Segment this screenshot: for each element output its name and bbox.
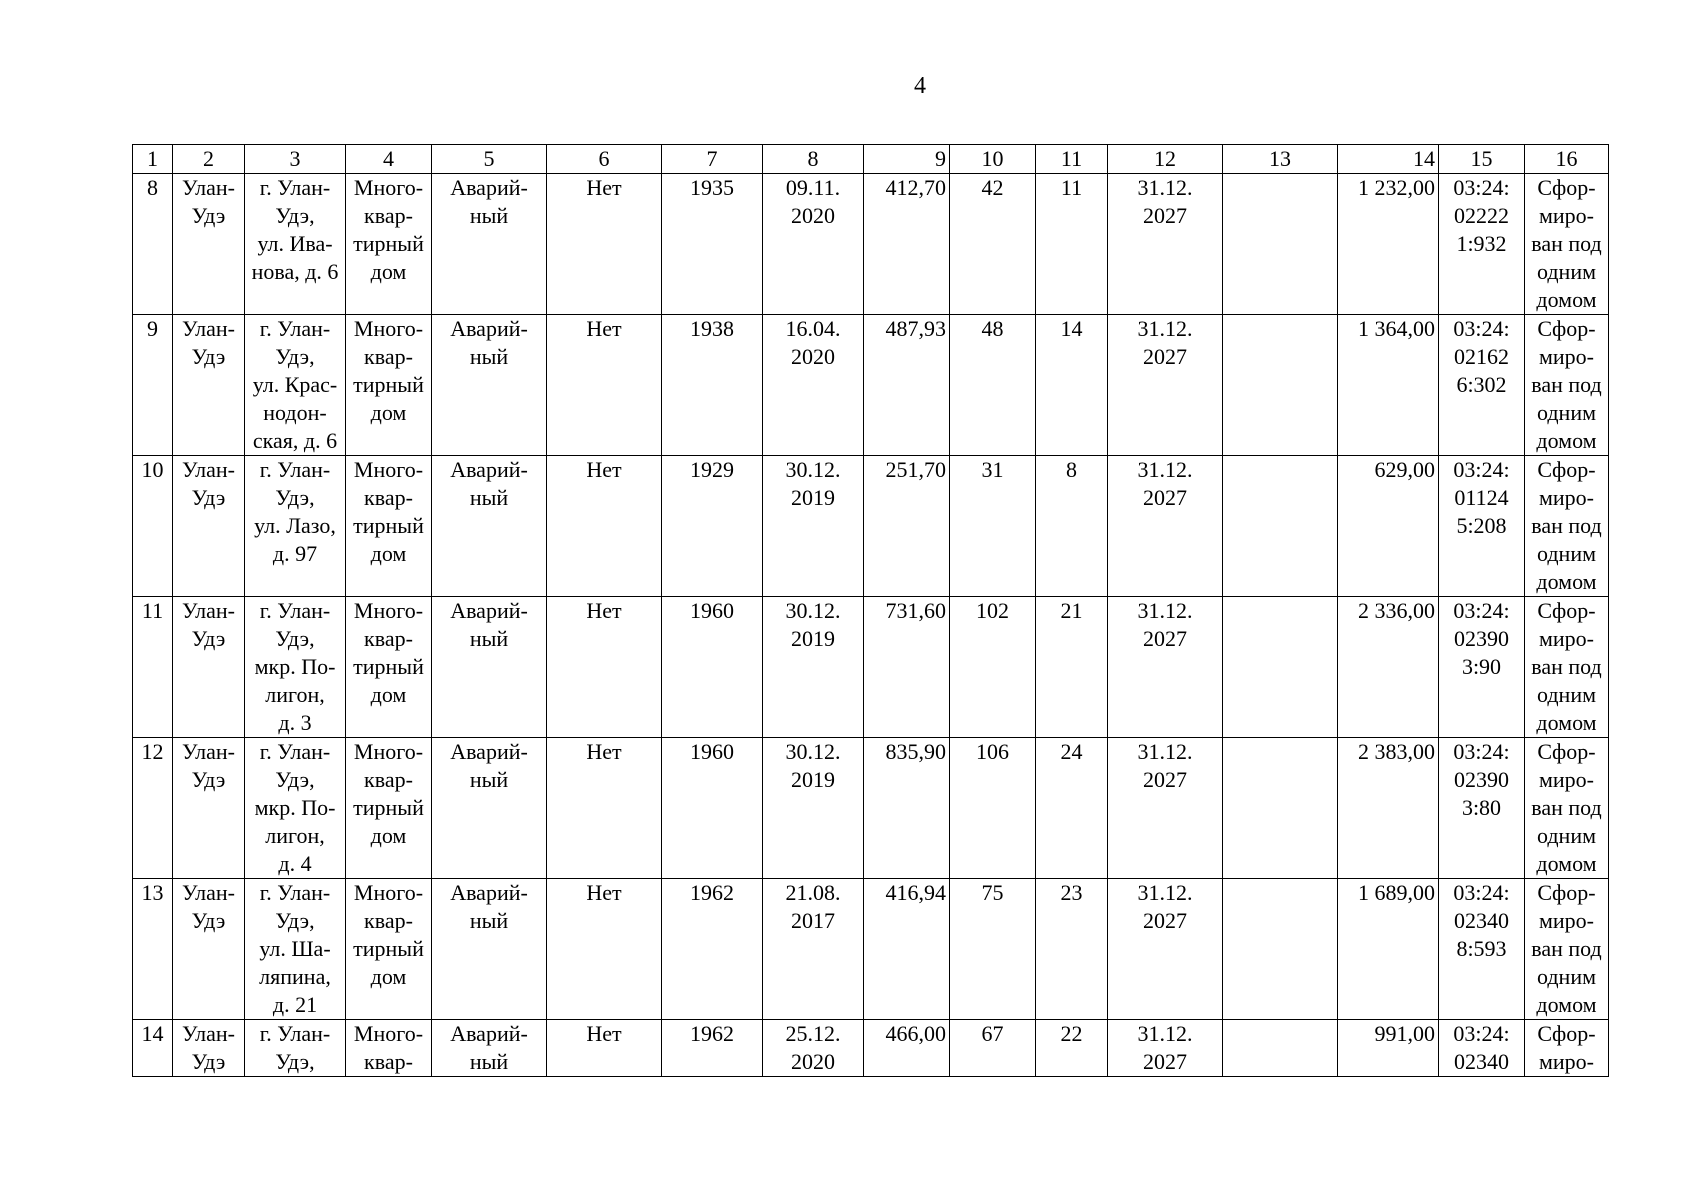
table-cell: 42: [950, 174, 1036, 315]
table-cell: 1960: [662, 738, 763, 879]
table-cell: Сфор- миро- ван под одним домом: [1525, 597, 1609, 738]
table-cell: 14: [133, 1020, 173, 1077]
table-cell: 416,94: [864, 879, 950, 1020]
table-cell: Нет: [547, 315, 662, 456]
table-cell: Много- квар- тирный дом: [346, 174, 432, 315]
table-cell: Аварий- ный: [432, 174, 547, 315]
column-number-14: 14: [1338, 145, 1439, 174]
table-cell: 67: [950, 1020, 1036, 1077]
table-cell: 487,93: [864, 315, 950, 456]
column-number-3: 3: [245, 145, 346, 174]
table-cell: Улан- Удэ: [173, 738, 245, 879]
table-cell: г. Улан- Удэ, ул. Ша- ляпина, д. 21: [245, 879, 346, 1020]
table-cell: г. Улан- Удэ, мкр. По- лигон, д. 4: [245, 738, 346, 879]
table-cell: [1223, 738, 1338, 879]
table-cell: 412,70: [864, 174, 950, 315]
table-cell: Много- квар-: [346, 1020, 432, 1077]
table-cell: 31: [950, 456, 1036, 597]
table-cell: 8: [133, 174, 173, 315]
table-cell: Сфор- миро- ван под одним домом: [1525, 738, 1609, 879]
table-body: [133, 145, 1609, 1077]
table-cell: 466,00: [864, 1020, 950, 1077]
table-row: [133, 1020, 1609, 1077]
table-cell: 22: [1036, 1020, 1108, 1077]
table-cell: 30.12. 2019: [763, 456, 864, 597]
table-cell: Улан- Удэ: [173, 315, 245, 456]
table-cell: 10: [133, 456, 173, 597]
table-cell: 1935: [662, 174, 763, 315]
page-number: 4: [914, 73, 926, 99]
table-header-row: [133, 145, 1609, 174]
table-cell: 8: [1036, 456, 1108, 597]
table-cell: 1962: [662, 1020, 763, 1077]
table-cell: [1223, 456, 1338, 597]
table-cell: Нет: [547, 174, 662, 315]
table-cell: Сфор- миро- ван под одним домом: [1525, 174, 1609, 315]
column-number-13: 13: [1223, 145, 1338, 174]
table-row: [133, 456, 1609, 597]
table-cell: [1223, 879, 1338, 1020]
table-cell: 991,00: [1338, 1020, 1439, 1077]
table-cell: 31.12. 2027: [1108, 315, 1223, 456]
table-cell: 1962: [662, 879, 763, 1020]
table-cell: [1223, 597, 1338, 738]
table-cell: 14: [1036, 315, 1108, 456]
table-cell: [1223, 315, 1338, 456]
table-cell: 102: [950, 597, 1036, 738]
table-cell: 1960: [662, 597, 763, 738]
table-cell: г. Улан- Удэ, ул. Крас- нодон- ская, д. 6: [245, 315, 346, 456]
table-cell: 835,90: [864, 738, 950, 879]
table-cell: 03:24: 02340: [1439, 1020, 1525, 1077]
table-cell: Аварий- ный: [432, 1020, 547, 1077]
table-cell: Много- квар- тирный дом: [346, 738, 432, 879]
column-number-9: 9: [864, 145, 950, 174]
table-cell: [1223, 174, 1338, 315]
table-cell: 24: [1036, 738, 1108, 879]
table-cell: Аварий- ный: [432, 738, 547, 879]
table-cell: 48: [950, 315, 1036, 456]
column-number-12: 12: [1108, 145, 1223, 174]
column-number-11: 11: [1036, 145, 1108, 174]
table-cell: 1 232,00: [1338, 174, 1439, 315]
table-cell: Аварий- ный: [432, 879, 547, 1020]
table-cell: Улан- Удэ: [173, 879, 245, 1020]
column-number-6: 6: [547, 145, 662, 174]
table-cell: 31.12. 2027: [1108, 597, 1223, 738]
table-cell: 03:24: 01124 5:208: [1439, 456, 1525, 597]
table-cell: 1929: [662, 456, 763, 597]
table-cell: Нет: [547, 456, 662, 597]
table-cell: 30.12. 2019: [763, 738, 864, 879]
table-cell: Много- квар- тирный дом: [346, 597, 432, 738]
table-cell: 03:24: 02390 3:90: [1439, 597, 1525, 738]
table-cell: 11: [1036, 174, 1108, 315]
table-cell: Сфор- миро- ван под одним домом: [1525, 879, 1609, 1020]
table-cell: Аварий- ный: [432, 597, 547, 738]
table-cell: Нет: [547, 1020, 662, 1077]
table-cell: г. Улан- Удэ, ул. Ива- нова, д. 6: [245, 174, 346, 315]
table-cell: 25.12. 2020: [763, 1020, 864, 1077]
table-cell: Много- квар- тирный дом: [346, 879, 432, 1020]
table-cell: 11: [133, 597, 173, 738]
table-cell: 09.11. 2020: [763, 174, 864, 315]
table-cell: 16.04. 2020: [763, 315, 864, 456]
table-row: [133, 315, 1609, 456]
column-number-16: 16: [1525, 145, 1609, 174]
column-number-2: 2: [173, 145, 245, 174]
table-cell: 2 383,00: [1338, 738, 1439, 879]
table-cell: 1 364,00: [1338, 315, 1439, 456]
table-cell: 23: [1036, 879, 1108, 1020]
table-cell: 31.12. 2027: [1108, 738, 1223, 879]
table-cell: Сфор- миро- ван под одним домом: [1525, 315, 1609, 456]
table-cell: 31.12. 2027: [1108, 1020, 1223, 1077]
table-cell: 03:24: 02162 6:302: [1439, 315, 1525, 456]
table-cell: Много- квар- тирный дом: [346, 315, 432, 456]
table-cell: Аварий- ный: [432, 315, 547, 456]
table-cell: 629,00: [1338, 456, 1439, 597]
table-cell: 31.12. 2027: [1108, 879, 1223, 1020]
table-cell: Нет: [547, 738, 662, 879]
table-cell: г. Улан- Удэ, мкр. По- лигон, д. 3: [245, 597, 346, 738]
column-number-8: 8: [763, 145, 864, 174]
table-cell: Сфор- миро- ван под одним домом: [1525, 456, 1609, 597]
table-cell: 03:24: 02222 1:932: [1439, 174, 1525, 315]
table-cell: Аварий- ный: [432, 456, 547, 597]
table-cell: 21.08. 2017: [763, 879, 864, 1020]
table-cell: 75: [950, 879, 1036, 1020]
table-cell: 21: [1036, 597, 1108, 738]
table-cell: 1938: [662, 315, 763, 456]
housing-table: [132, 144, 1609, 1077]
table-cell: Улан- Удэ: [173, 597, 245, 738]
table-cell: Улан- Удэ: [173, 456, 245, 597]
column-number-15: 15: [1439, 145, 1525, 174]
table-cell: 31.12. 2027: [1108, 456, 1223, 597]
table-cell: Улан- Удэ: [173, 1020, 245, 1077]
table-cell: 1 689,00: [1338, 879, 1439, 1020]
table-cell: 03:24: 02340 8:593: [1439, 879, 1525, 1020]
table-cell: 12: [133, 738, 173, 879]
table-cell: 2 336,00: [1338, 597, 1439, 738]
column-number-7: 7: [662, 145, 763, 174]
column-number-4: 4: [346, 145, 432, 174]
table-cell: 251,70: [864, 456, 950, 597]
table-cell: 106: [950, 738, 1036, 879]
table-cell: 30.12. 2019: [763, 597, 864, 738]
table-cell: Много- квар- тирный дом: [346, 456, 432, 597]
column-number-5: 5: [432, 145, 547, 174]
table-cell: г. Улан- Удэ,: [245, 1020, 346, 1077]
table-cell: Нет: [547, 597, 662, 738]
table-cell: 03:24: 02390 3:80: [1439, 738, 1525, 879]
table-cell: 731,60: [864, 597, 950, 738]
table-cell: 13: [133, 879, 173, 1020]
table-cell: 31.12. 2027: [1108, 174, 1223, 315]
table-row: [133, 174, 1609, 315]
table-cell: Сфор- миро-: [1525, 1020, 1609, 1077]
table-cell: Улан- Удэ: [173, 174, 245, 315]
table-cell: Нет: [547, 879, 662, 1020]
table-row: [133, 738, 1609, 879]
table-cell: 9: [133, 315, 173, 456]
table-row: [133, 597, 1609, 738]
table-cell: г. Улан- Удэ, ул. Лазо, д. 97: [245, 456, 346, 597]
column-number-10: 10: [950, 145, 1036, 174]
table-row: [133, 879, 1609, 1020]
table-cell: [1223, 1020, 1338, 1077]
column-number-1: 1: [133, 145, 173, 174]
